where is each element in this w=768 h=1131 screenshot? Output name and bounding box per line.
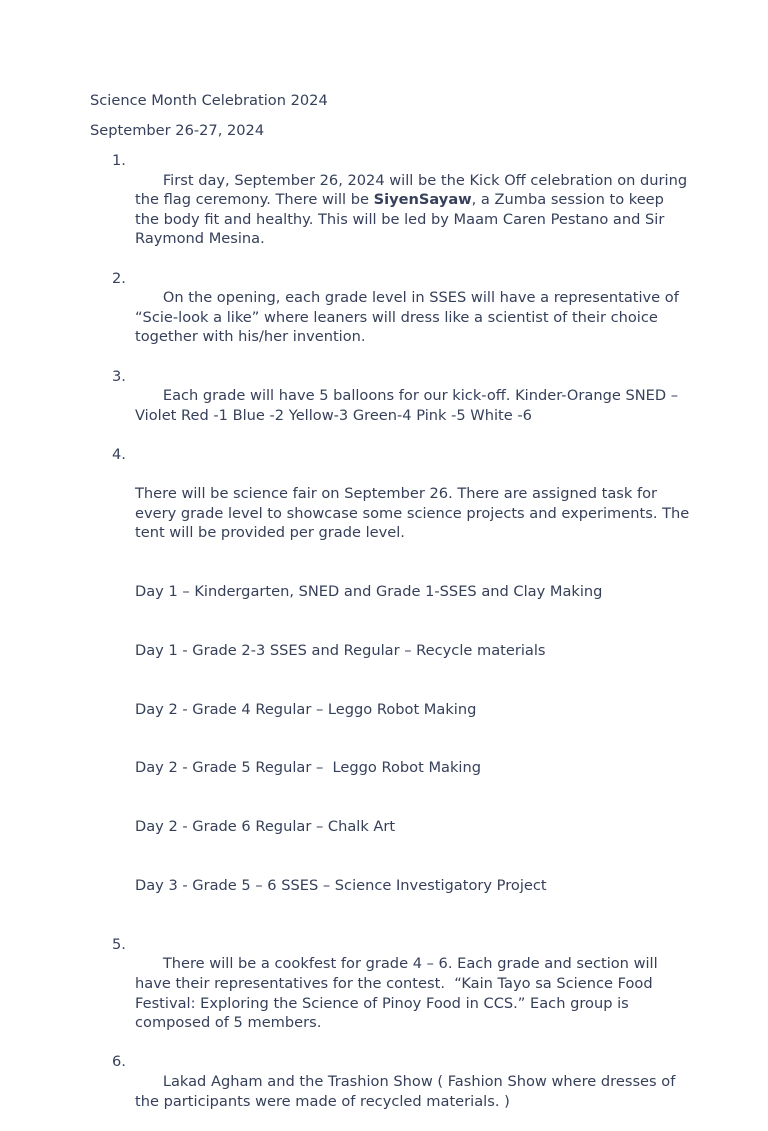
item-number: 4. — [112, 445, 126, 463]
list-item-1 — [90, 151, 690, 269]
siyensayaw-bold-text: SiyenSayaw — [373, 191, 472, 209]
item-text-start: First day, September 26, 2024 will be the Kick Off celebration on during the flag ceremony. There will be — [135, 171, 692, 209]
item-number: 2. — [112, 269, 126, 287]
schedule-line: Day 1 – Kindergarten, SNED and Grade 1-SSES and Clay Making — [135, 583, 603, 601]
schedule-line: Day 1 - Grade 2-3 SSES and Regular – Recycle materials — [135, 641, 546, 659]
list-item-2 — [90, 269, 690, 367]
item-text: Each grade will have 5 balloons for our kick-off. Kinder-Orange SNED – Violet Red -1 Blue -2 Yellow-3 Green-4 Pink -5 White -6 — [135, 387, 683, 424]
item-number: 6. — [112, 1053, 126, 1071]
list-item-6 — [90, 1052, 690, 1130]
item-number: 3. — [112, 367, 126, 385]
item-number: 1. — [112, 152, 126, 169]
list-item-3 — [90, 367, 690, 445]
list-item-5 — [90, 935, 690, 1053]
item-text: There will be a cookfest for grade 4 – 6. Each grade and section will have their representatives for the contest. “Kain Tayo sa Science Food Festival: Exploring the Science of Pinoy Food in CCS.” Each group is composed of 5 members. — [135, 955, 663, 1032]
item-number: 5. — [112, 935, 126, 953]
schedule-line: Day 2 - Grade 6 Regular – Chalk Art — [135, 818, 396, 836]
schedule-line: Day 2 - Grade 5 Regular – Leggo Robot Making — [135, 759, 481, 777]
list-item-4 — [90, 445, 694, 935]
item-text-end: , a Zumba session to keep the body fit and healthy. This will be led by Maam Caren Pestano and Sir Raymond Mesina. — [135, 191, 669, 248]
item-text: On the opening, each grade level in SSES will have a representative of “Scie-look a like” where leaners will dress like a scientist of their choice together with his/her invention. — [135, 289, 684, 346]
activity-list — [90, 151, 694, 1131]
item-text: There will be science fair on September 26. There are assigned task for every grade level to showcase some science projects and experiments. The tent will be provided per grade level. — [135, 485, 694, 542]
document-title: Science Month Celebration 2024 — [90, 92, 328, 109]
event-date: September 26-27, 2024 — [90, 122, 265, 139]
schedule-line: Day 2 - Grade 4 Regular – Leggo Robot Making — [135, 700, 477, 718]
document-page — [90, 91, 694, 1131]
item-text: Lakad Agham and the Trashion Show ( Fashion Show where dresses of the participants were made of recycled materials. ) — [135, 1072, 680, 1110]
schedule-line: Day 3 - Grade 5 – 6 SSES – Science Investigatory Project — [135, 876, 547, 894]
